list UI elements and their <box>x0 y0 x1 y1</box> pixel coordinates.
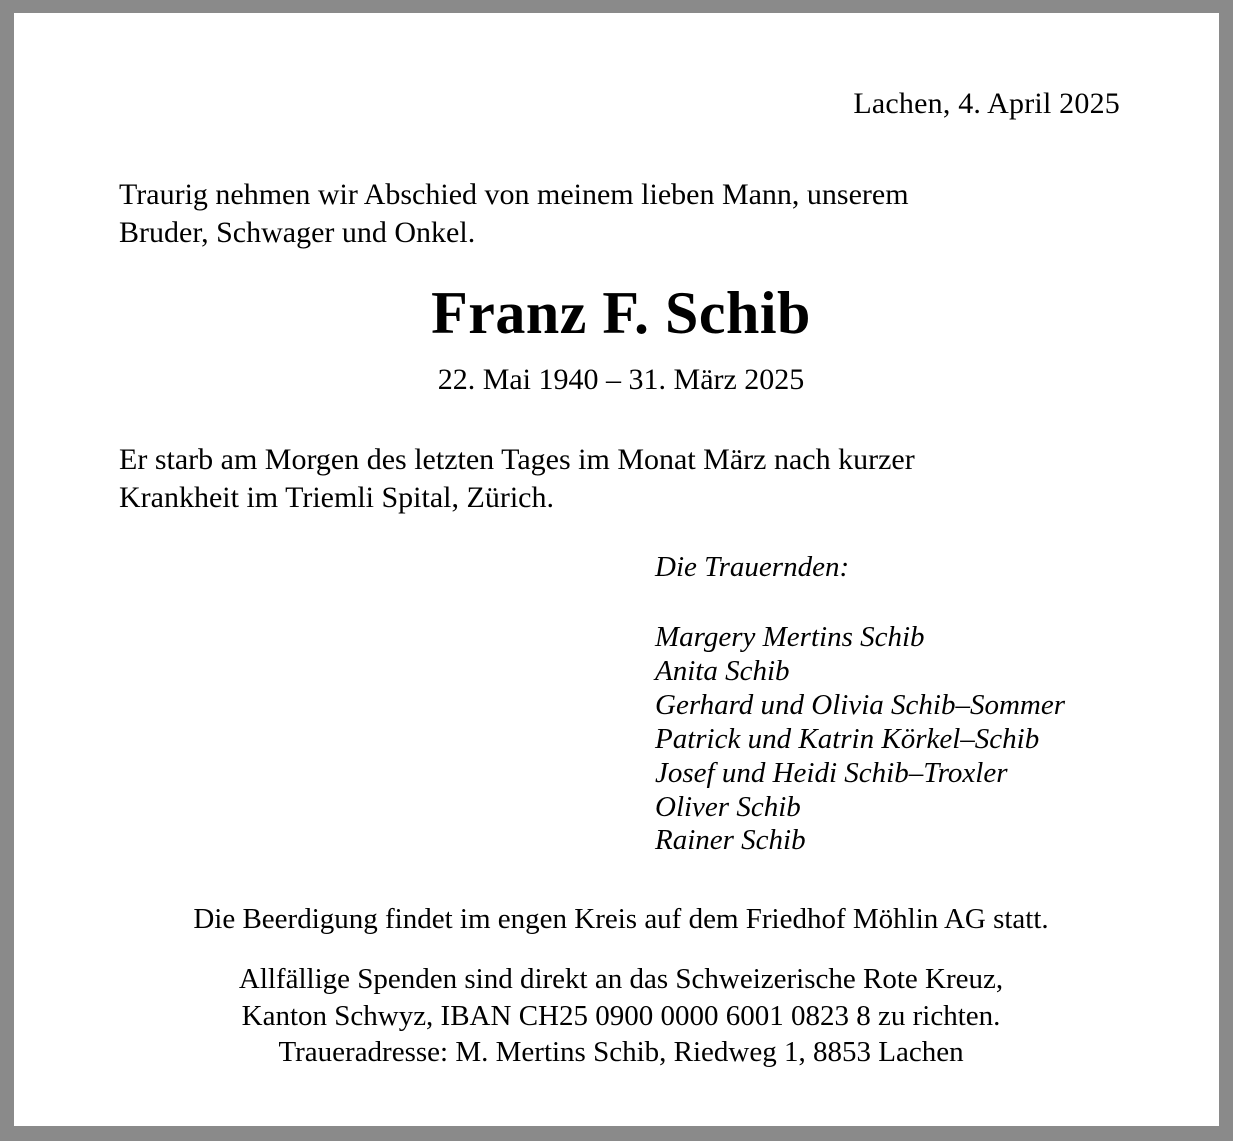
list-item: Josef und Heidi Schib–Troxler <box>655 756 1008 789</box>
passage-text <box>119 441 1141 518</box>
intro-text <box>119 176 1141 253</box>
list-item: Anita Schib <box>655 654 790 687</box>
obituary-content <box>106 13 1136 1126</box>
mourners-title: Die Trauernden: <box>655 551 850 583</box>
mourning-address: Traueradresse: M. Mertins Schib, Riedweg 1, 8853 Lachen <box>278 1036 964 1068</box>
list-item: Rainer Schib <box>655 824 806 857</box>
closing-block <box>106 901 1136 1036</box>
mourners-block <box>655 551 1065 858</box>
intro-line-1: Traurig nehmen wir Abschied von meinem lieben Mann, unserem <box>119 178 909 211</box>
donations-line-1: Allfällige Spenden sind direkt an das Schweizerische Rote Kreuz, <box>238 962 1004 995</box>
passage-line-2: Krankheit im Triemli Spital, Zürich. <box>119 481 554 515</box>
intro-line-2: Bruder, Schwager und Onkel. <box>119 216 476 250</box>
donations-info <box>106 961 1136 1036</box>
list-item: Patrick und Katrin Körkel–Schib <box>655 722 1040 755</box>
passage-line-1: Er starb am Morgen des letzten Tages im Monat März nach kurzer <box>119 443 915 476</box>
list-item: Oliver Schib <box>655 790 801 823</box>
mourners-list <box>655 621 1065 858</box>
donations-line-2: Kanton Schwyz, IBAN CH25 0900 0000 6001 0823 8 zu richten. <box>241 1000 1001 1033</box>
place-and-date: Lachen, 4. April 2025 <box>853 87 1120 120</box>
obituary-card <box>14 13 1219 1126</box>
list-item: Margery Mertins Schib <box>655 620 925 653</box>
deceased-name: Franz F. Schib <box>431 280 811 346</box>
list-item: Gerhard und Olivia Schib–Sommer <box>655 688 1065 721</box>
life-dates: 22. Mai 1940 – 31. März 2025 <box>437 363 805 396</box>
funeral-info: Die Beerdigung findet im engen Kreis auf dem Friedhof Möhlin AG statt. <box>193 903 1049 935</box>
